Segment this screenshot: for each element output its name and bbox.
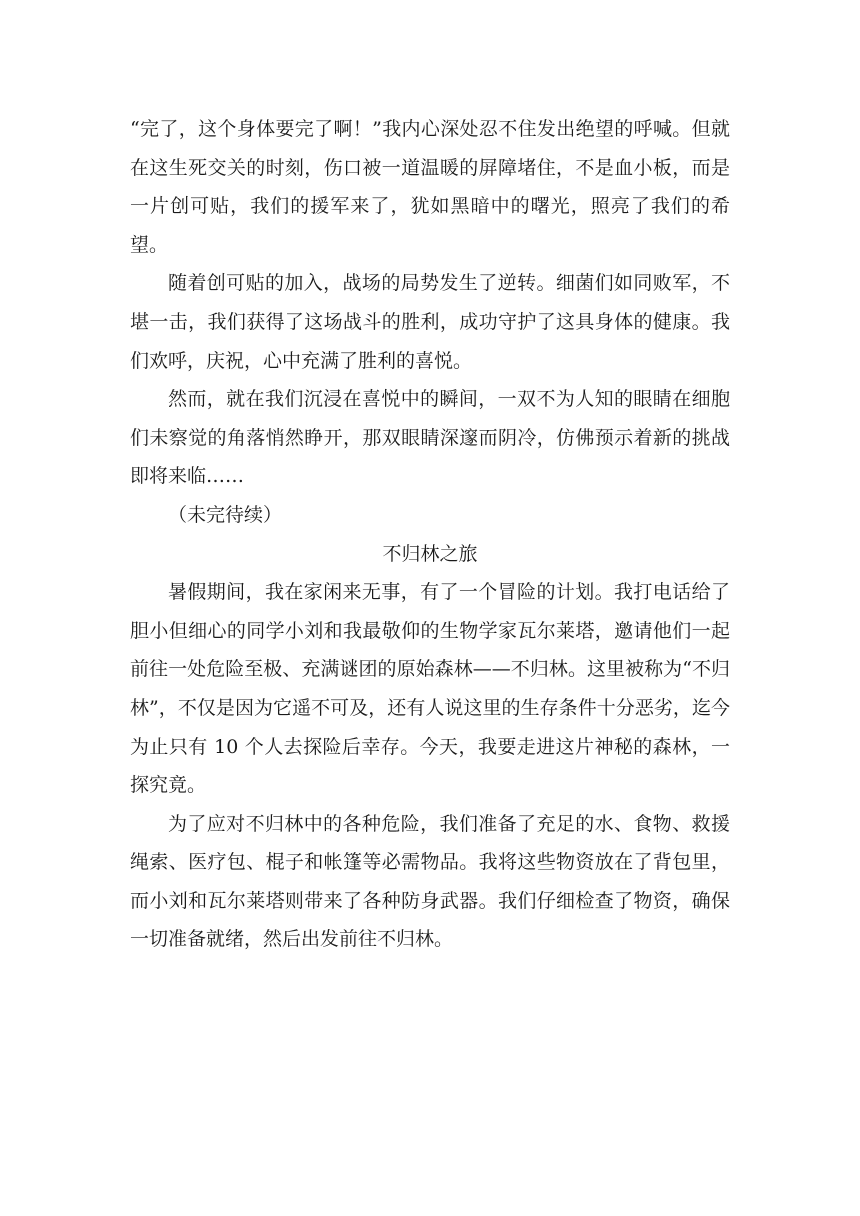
document-body — [130, 110, 730, 959]
story-title: 不归林之旅 — [382, 542, 478, 565]
paragraph: 为了应对不归林中的各种危险，我们准备了充足的水、食物、救援绳索、医疗包、棍子和帐篷等必需物品。我将这些物资放在了背包里，而小刘和瓦尔莱塔则带来了各种防身武器。我们仔细检查了物资，确保一切准备就绪，然后出发前往不归林。 — [130, 812, 730, 951]
paragraph: 然而，就在我们沉浸在喜悦中的瞬间，一双不为人知的眼睛在细胞们未察觉的角落悄然睁开，那双眼睛深邃而阴冷，仿佛预示着新的挑战即将来临…… — [130, 388, 730, 488]
paragraph: 随着创可贴的加入，战场的局势发生了逆转。细菌们如同败军，不堪一击，我们获得了这场战斗的胜利，成功守护了这具身体的健康。我们欢呼，庆祝，心中充满了胜利的喜悦。 — [130, 272, 730, 372]
paragraph: （未完待续） — [168, 503, 283, 526]
paragraph: “完了，这个身体要完了啊！”我内心深处忍不住发出绝望的呼喊。但就在这生死交关的时刻，伤口被一道温暖的屏障堵住，不是血小板，而是一片创可贴，我们的援军来了，犹如黑暗中的曙光，照亮了我们的希望。 — [130, 118, 730, 256]
paragraph: 暑假期间，我在家闲来无事，有了一个冒险的计划。我打电话给了胆小但细心的同学小刘和我最敬仰的生物学家瓦尔莱塔，邀请他们一起前往一处危险至极、充满谜团的原始森林——不归林。这里被称为“不归林”，不仅是因为它遥不可及，还有人说这里的生存条件十分恶劣，迄今为止只有 10 个人去探险后幸存。今天，我要走进这片神秘的森林，一探究竟。 — [130, 581, 730, 797]
